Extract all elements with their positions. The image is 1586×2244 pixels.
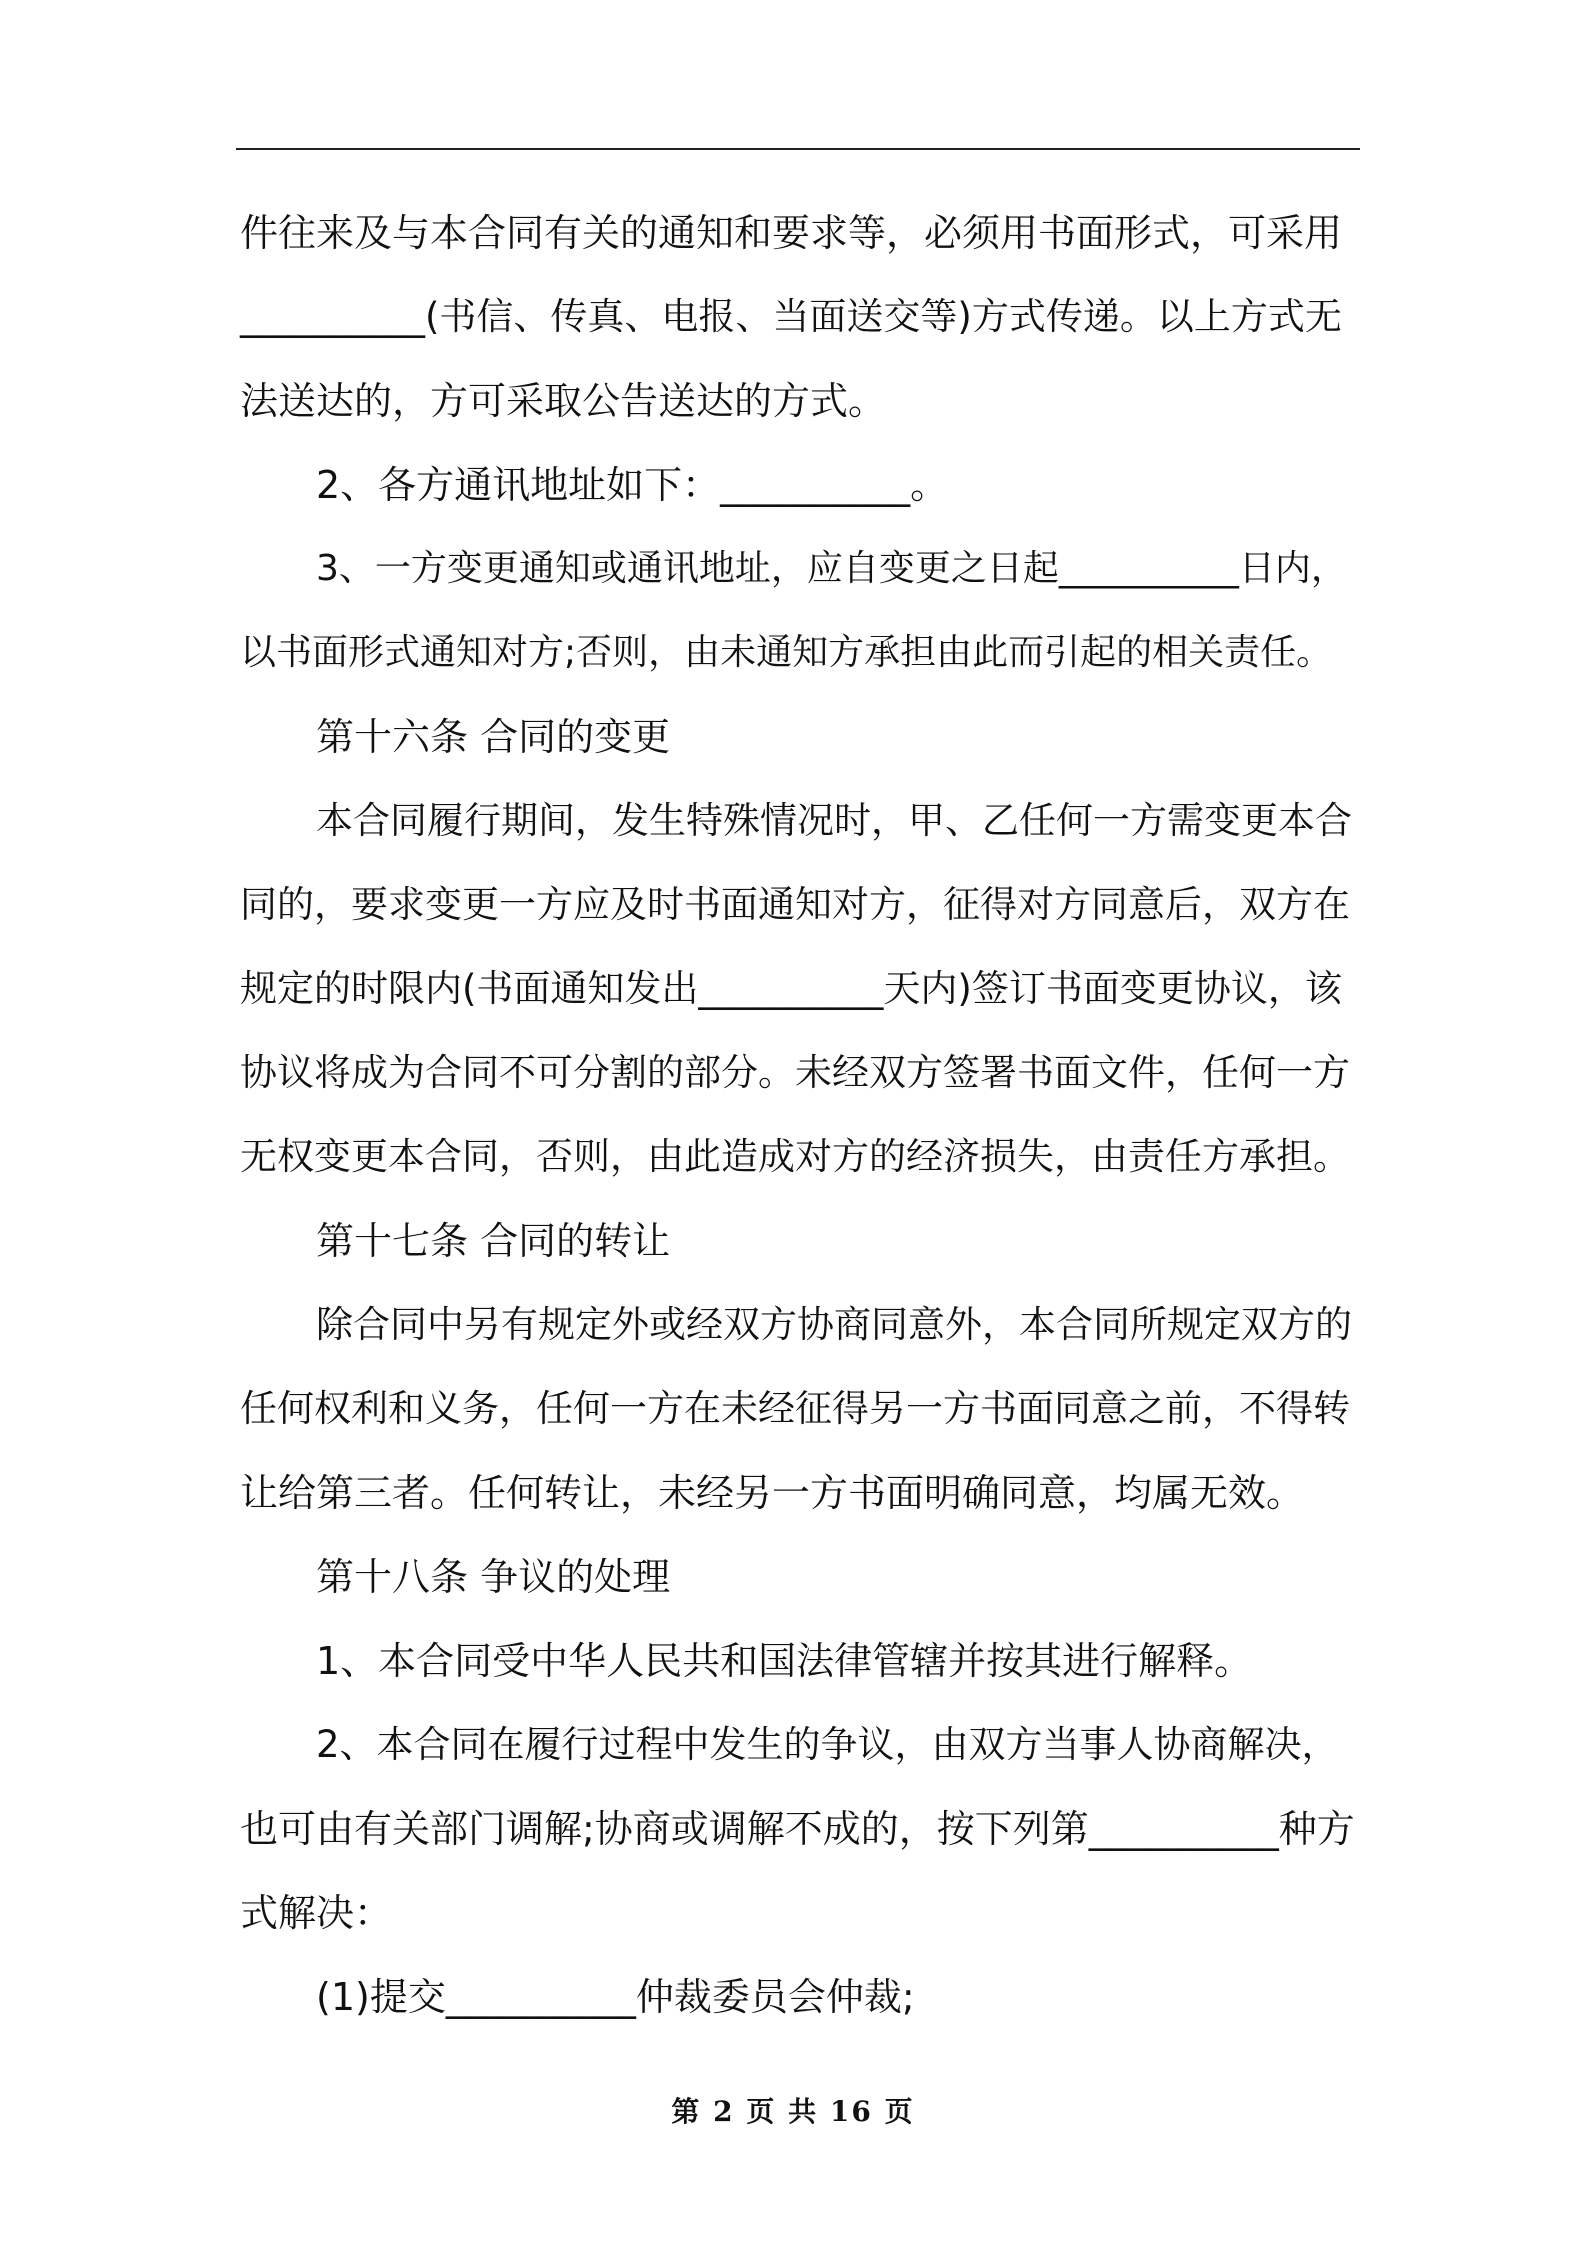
body-line: __________(书信、传真、电报、当面送交等)方式传递。以上方式无: [240, 295, 1342, 338]
body-line: 让给第三者。任何转让，未经另一方书面明确同意，均属无效。: [240, 1471, 1305, 1515]
body-line: 无权变更本合同，否则，由此造成对方的经济损失，由责任方承担。: [240, 1135, 1350, 1178]
body-line: 件往来及与本合同有关的通知和要求等，必须用书面形式，可采用: [240, 211, 1343, 255]
body-line: 规定的时限内(书面通知发出__________天内)签订书面变更协议，该: [240, 967, 1342, 1010]
body-line: 法送达的，方可采取公告送达的方式。: [240, 379, 887, 423]
body-line: 除合同中另有规定外或经双方协商同意外，本合同所规定双方的: [316, 1303, 1352, 1346]
body-line: (1)提交__________仲裁委员会仲裁;: [316, 1975, 915, 2019]
body-line: 协议将成为合同不可分割的部分。未经双方签署书面文件，任何一方: [240, 1051, 1350, 1094]
body-line: 同的，要求变更一方应及时书面通知对方，征得对方同意后，双方在: [240, 883, 1350, 926]
body-line: 2、各方通讯地址如下：__________。: [316, 463, 949, 507]
body-line: 任何权利和义务，任何一方在未经征得另一方书面同意之前，不得转: [240, 1387, 1350, 1430]
document-body: [240, 196, 1360, 2044]
body-line: 也可由有关部门调解;协商或调解不成的，按下列第__________种方: [240, 1807, 1355, 1851]
body-line: 1、本合同受中华人民共和国法律管辖并按其进行解释。: [316, 1639, 1253, 1683]
section-heading: 第十七条 合同的转让: [316, 1219, 671, 1263]
body-line: 以书面形式通知对方;否则，由未通知方承担由此而引起的相关责任。: [240, 632, 1333, 673]
header-rule: [236, 148, 1360, 150]
body-line: 本合同履行期间，发生特殊情况时，甲、乙任何一方需变更本合: [316, 799, 1352, 842]
body-line: 式解决：: [240, 1891, 393, 1935]
page-number: 第 2 页 共 16 页: [671, 2095, 915, 2128]
section-heading: 第十八条 争议的处理: [316, 1555, 671, 1599]
body-line: 3、一方变更通知或通讯地址，应自变更之日起__________日内，: [316, 548, 1347, 589]
section-heading: 第十六条 合同的变更: [316, 715, 671, 759]
body-line: 2、本合同在履行过程中发生的争议，由双方当事人协商解决，: [316, 1723, 1339, 1766]
